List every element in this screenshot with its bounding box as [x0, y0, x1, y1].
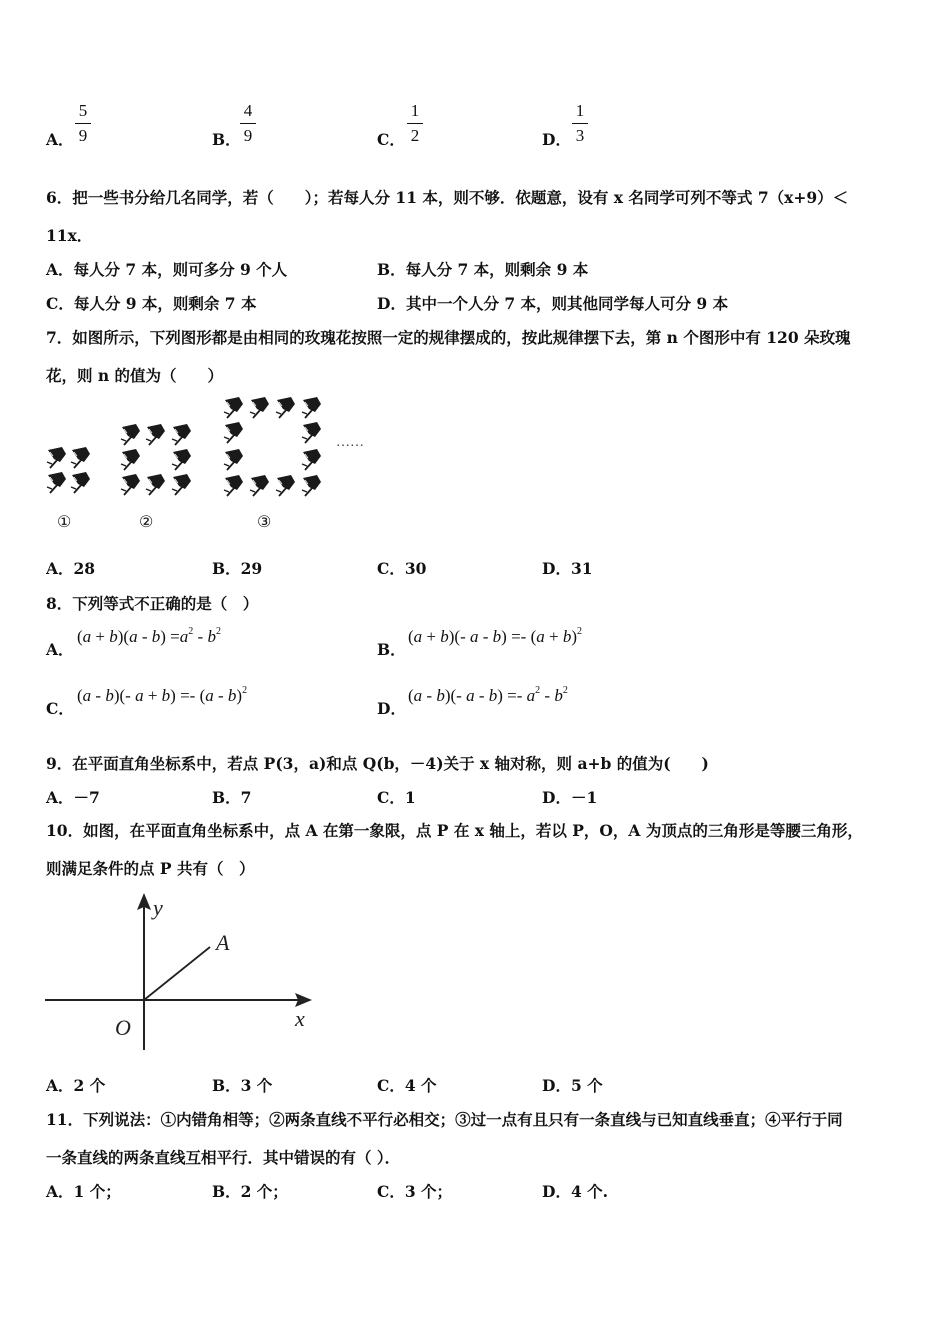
q8-option-d-label: D．	[377, 699, 406, 718]
q7-stem-line2: 花，则 n 的值为（ ）	[46, 366, 224, 385]
q6-option-c: C．每人分 9 本，则剩余 7 本	[46, 294, 257, 313]
fraction-bar	[572, 123, 588, 124]
q10-option-d: D．5 个	[542, 1076, 603, 1095]
q9-option-c: C．1	[377, 788, 416, 807]
q6-stem-line2: 11x．	[46, 226, 93, 245]
q5-option-c-label: C．	[377, 130, 405, 149]
q5-option-d-label: D．	[542, 130, 571, 149]
q8-option-b-formula: (a + b)(- $a - b) =- (a + b)^2$	[408, 626, 583, 646]
q11-option-d: D．4 个.	[542, 1182, 609, 1201]
q5-option-a-fraction	[72, 101, 94, 146]
q5-option-a-label: A．	[46, 130, 74, 149]
pattern-2	[121, 424, 191, 495]
q8-option-c-label: C．	[46, 699, 74, 718]
q8-option-b-label: B．	[377, 640, 406, 659]
q5-option-c-fraction	[404, 101, 426, 146]
q9-option-a: A．－7	[46, 788, 100, 807]
q10-stem-line2: 则满足条件的点 P 共有（ ）	[46, 859, 255, 878]
q6-option-b: B．每人分 7 本，则剩余 9 本	[377, 260, 589, 279]
q7-option-a: A．28	[46, 559, 96, 578]
pattern-3	[224, 397, 321, 496]
q7-figure-label-2: ②	[139, 514, 154, 531]
q5-option-a-den: 9	[78, 126, 88, 145]
q8-option-a-label: A．	[46, 640, 74, 659]
point-a-label: A	[216, 930, 230, 955]
q11-stem-line1: 11．下列说法：①内错角相等；②两条直线不平行必相交；③过一点有且只有一条直线与已知直线垂直；④平行于同	[46, 1110, 843, 1129]
q5-option-c-num: 1	[410, 101, 420, 120]
q5-option-c-den: 2	[410, 126, 420, 145]
q11-option-a: A．1 个；	[46, 1182, 121, 1201]
q11-option-b: B．2 个；	[212, 1182, 288, 1201]
q5-option-b-fraction	[237, 101, 259, 146]
segment-oa	[144, 947, 210, 1000]
fraction-bar	[240, 123, 256, 124]
q5-option-b-label: B．	[212, 130, 241, 149]
q10-option-c: C．4 个	[377, 1076, 437, 1095]
q8-option-d-formula: (a - b)(- $a - b) =- a^2 - b^2$	[408, 685, 568, 705]
q9-option-b: B．7	[212, 788, 252, 807]
q8-option-c-formula: (a - b)(- a + b) =- (a - b)$^2$	[77, 685, 248, 705]
q7-option-b: B．29	[212, 559, 263, 578]
q5-option-d-fraction	[569, 101, 591, 146]
q11-option-c: C．3 个；	[377, 1182, 453, 1201]
fraction-bar	[75, 123, 91, 124]
q8-option-a-formula: $(a + b)(a - b) =a^2 - b^2$	[77, 626, 221, 646]
q6-option-d: D．其中一个人分 7 本，则其他同学每人可分 9 本	[377, 294, 729, 313]
x-axis-label: x	[295, 1006, 305, 1031]
q7-option-c: C．30	[377, 559, 427, 578]
q7-stem-line1: 7．如图所示，下列图形都是由相同的玫瑰花按照一定的规律摆成的，按此规律摆下去，第 n 个图形中有 120 朵玫瑰	[46, 328, 851, 347]
q6-stem-line1: 6．把一些书分给几名同学，若（ ）；若每人分 11 本，则不够．依题意，设有 x 名同学可列不等式 7（x+9）＜	[46, 188, 849, 207]
q8-stem: 8．下列等式不正确的是（ ）	[46, 594, 259, 613]
q9-option-d: D．－1	[542, 788, 598, 807]
q5-option-d-num: 1	[575, 101, 585, 120]
q5-option-b-den: 9	[243, 126, 253, 145]
q7-figure-label-3: ③	[257, 514, 272, 531]
q7-rose-figure	[30, 388, 390, 538]
origin-label: O	[115, 1015, 131, 1040]
q9-stem: 9．在平面直角坐标系中，若点 P(3，a)和点 Q(b，－4)关于 x 轴对称，则 a+b 的值为( )	[46, 754, 709, 773]
q7-ellipsis: ……	[336, 435, 364, 450]
q11-stem-line2: 一条直线的两条直线互相平行．其中错误的有（ ）．	[46, 1148, 401, 1167]
y-axis-label: y	[153, 895, 163, 920]
q5-option-d-den: 3	[575, 126, 585, 145]
q7-option-d: D．31	[542, 559, 593, 578]
fraction-bar	[407, 123, 423, 124]
q10-option-b: B．3 个	[212, 1076, 273, 1095]
q5-option-b-num: 4	[243, 101, 253, 120]
q10-stem-line1: 10．如图，在平面直角坐标系中，点 A 在第一象限，点 P 在 x 轴上，若以 P，O，A 为顶点的三角形是等腰三角形，	[46, 821, 863, 840]
q6-option-a: A．每人分 7 本，则可多分 9 个人	[46, 260, 288, 279]
q7-figure-label-1: ①	[57, 514, 72, 531]
q5-option-a-num: 5	[78, 101, 88, 120]
q10-option-a: A．2 个	[46, 1076, 106, 1095]
pattern-1	[47, 447, 90, 493]
q10-axis-figure	[40, 888, 330, 1058]
